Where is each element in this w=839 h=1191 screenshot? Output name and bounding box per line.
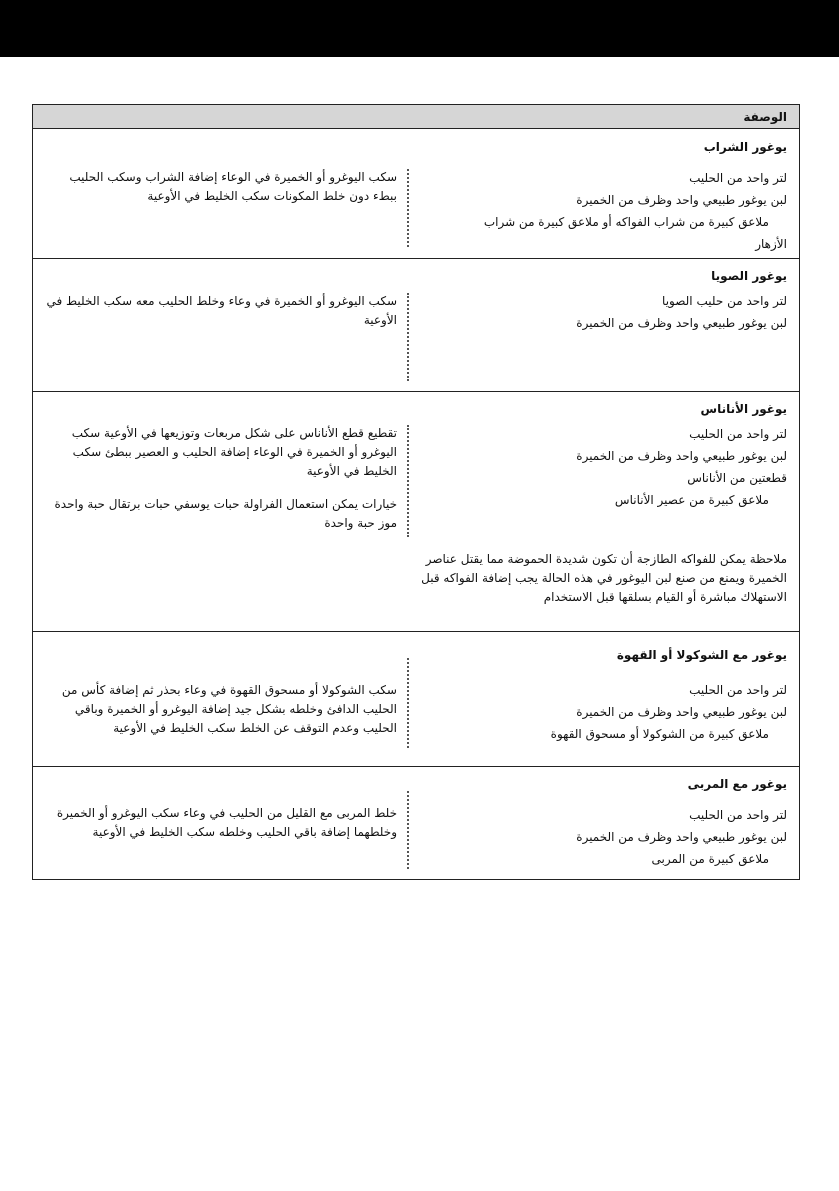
table-header-title: الوصفة	[743, 110, 787, 124]
ingredient-item: لبن يوغور طبيعي واحد وظرف من الخميرة	[576, 193, 787, 207]
ingredient-item: لتر واحد من الحليب	[689, 171, 787, 185]
ingredients-list	[447, 423, 787, 511]
ingredient-item: لبن يوغور طبيعي واحد وظرف من الخميرة	[576, 449, 787, 463]
section-soy-yogurt	[33, 259, 799, 392]
ingredients-list	[447, 290, 787, 334]
recipe-table	[32, 104, 800, 880]
ingredient-item: لتر واحد من الحليب	[689, 808, 787, 822]
table-header	[33, 105, 799, 129]
ingredient-item: قطعتين من الأناناس	[687, 471, 787, 485]
ingredient-item: لتر واحد من الحليب	[689, 427, 787, 441]
ingredients-list	[447, 167, 787, 255]
method-text: سكب الشوكولا أو مسحوق القهوة في وعاء بحذر ثم إضافة كأس من الحليب الدافئ وخلطه بشكل جيد إضافة اليوغرو أو الخميرة وباقي الحليب وعدم التوقف عن الخلط سكب الخليط في الأوعية	[61, 683, 397, 735]
method-text: سكب اليوغرو أو الخميرة في الوعاء إضافة الشراب وسكب الحليب ببطء دون خلط المكونات سكب الخليط في الأوعية	[69, 170, 397, 203]
method-text: خلط المربى مع القليل من الحليب في وعاء سكب اليوغرو أو الخميرة وخلطهما إضافة باقي الحليب وخلطه سكب الخليط في الأوعية	[56, 806, 397, 839]
ingredient-item: الأزهار	[755, 237, 787, 251]
ingredient-item: ملاعق كبيرة من شراب الفواكه أو ملاعق كبيرة من شراب	[483, 215, 769, 229]
section-title: يوغور الأناناس	[700, 402, 787, 416]
section-title: يوغور الشراب	[703, 140, 787, 154]
section-chocolate-coffee-yogurt	[33, 632, 799, 767]
column-divider	[407, 293, 409, 381]
section-jam-yogurt	[33, 767, 799, 879]
note-text: ملاحظة يمكن للفواكه الطازجة أن تكون شديدة الحموضة مما يقتل عناصر الخميرة ويمنع من صنع لبن اليوغور في هذه الحالة يجب إضافة الفواكه قبل الاستهلاك مباشرة أو القيام بسلقها قبل الاستخدام	[421, 552, 787, 604]
method-text: سكب اليوغرو أو الخميرة في وعاء وخلط الحليب معه سكب الخليط في الأوعية	[46, 294, 397, 327]
ingredient-item: لبن يوغور طبيعي واحد وظرف من الخميرة	[576, 705, 787, 719]
column-divider	[407, 658, 409, 748]
ingredients-list	[447, 679, 787, 745]
ingredient-item: لبن يوغور طبيعي واحد وظرف من الخميرة	[576, 316, 787, 330]
column-divider	[407, 169, 409, 247]
ingredient-item: ملاعق كبيرة من عصير الأناناس	[614, 493, 769, 507]
method-steps: تقطيع قطع الأناناس على شكل مربعات وتوزيعها في الأوعية سكب اليوغرو أو الخميرة في الوعاء إضافة الحليب و العصير ببطئ سكب الخليط في الأوعية	[71, 426, 397, 478]
section-title: يوغور مع الشوكولا أو القهوة	[616, 648, 787, 662]
section-title: يوغور الصويا	[711, 269, 787, 283]
column-divider	[407, 791, 409, 869]
top-black-band	[0, 0, 839, 57]
method-text	[45, 424, 397, 533]
column-divider	[407, 425, 409, 537]
ingredient-item: لبن يوغور طبيعي واحد وظرف من الخميرة	[576, 830, 787, 844]
ingredient-item: ملاعق كبيرة من المربى	[651, 852, 769, 866]
ingredient-item: لتر واحد من الحليب	[689, 683, 787, 697]
options-text: خيارات يمكن استعمال الفراولة حبات يوسفي حبات برتقال حبة واحدة موز حبة واحدة	[54, 497, 397, 530]
section-pineapple-yogurt	[33, 392, 799, 632]
ingredients-list	[447, 804, 787, 870]
ingredient-item: لتر واحد من حليب الصويا	[662, 294, 787, 308]
ingredient-item: ملاعق كبيرة من الشوكولا أو مسحوق القهوة	[550, 727, 769, 741]
section-title: يوغور مع المربى	[687, 777, 787, 791]
section-drink-yogurt	[33, 129, 799, 259]
